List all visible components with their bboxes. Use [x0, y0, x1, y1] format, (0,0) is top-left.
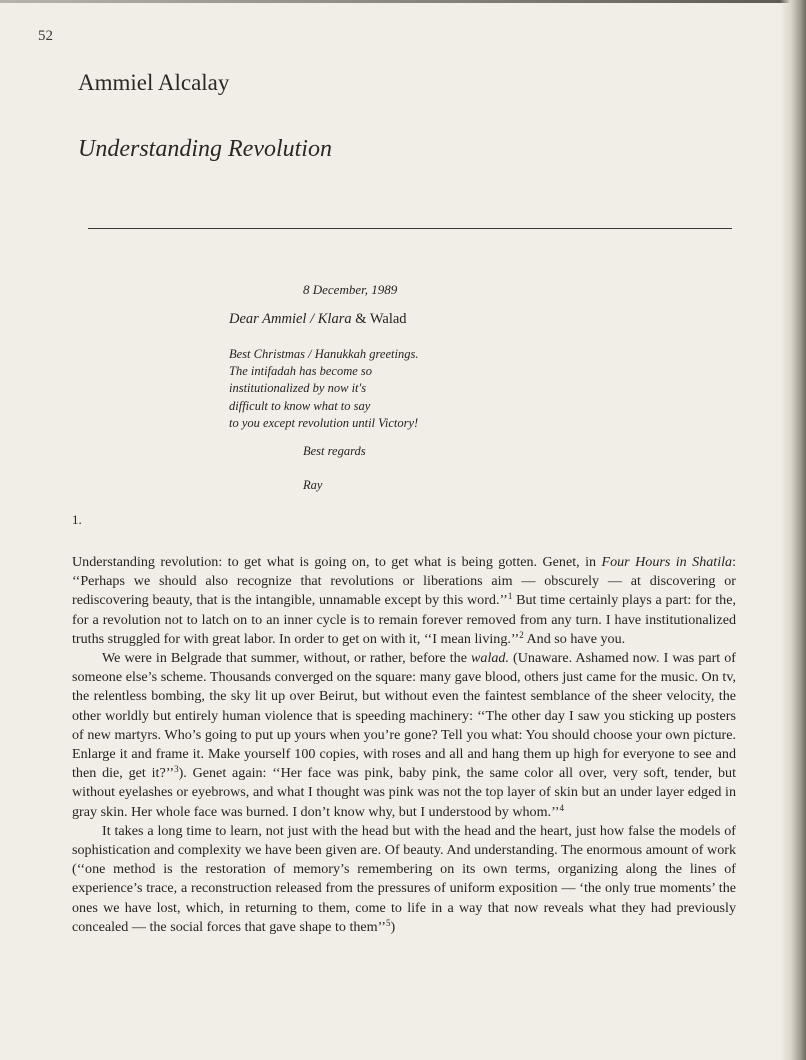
letter-line: to you except revolution until Victory!: [229, 415, 419, 430]
book-title-four-hours-in-shatila: Four Hours in Shatila: [601, 554, 733, 570]
salutation-walad: & Walad: [351, 311, 407, 327]
footnote-ref-1: 1: [507, 591, 513, 602]
letter-line: institutionalized by now it's: [229, 381, 367, 396]
essay-body: [72, 553, 736, 937]
p3-text-a: It takes a long time to learn, not just with the head but with the head and the heart, just how false the models of sophistication and complexity we have been given are. Of beauty. And understanding. The enormous amount of work (‘‘one method is the restoration of memory’s remembering on its own terms, organizing along the lines of experience’s trace, a reconstruction released from the pressures of uniform exposition — ‘the only true moments’ the ones we have lost, which, in returning to them, come to life in a way that now reveals what they had previously concealed — the social forces that gave shape to them’’: [72, 822, 736, 935]
p1-text-b: : ‘‘Perhaps we should also recognize that revolutions or liberations aim — obscurely — at discovering or rediscovering beauty, that is the intangible, unnamable except by this word.’’: [72, 554, 737, 609]
letter-closing: Best regards: [303, 444, 366, 458]
page-number: 52: [38, 28, 53, 44]
paragraph-1: [72, 553, 736, 649]
paragraph-2: [72, 649, 736, 822]
letter-salutation: [229, 311, 407, 328]
letter-line: difficult to know what to say: [229, 398, 371, 413]
salutation-dear: Dear Ammiel: [229, 311, 307, 327]
title-divider: [88, 228, 732, 229]
salutation-slash: /: [306, 311, 318, 327]
author-name: Ammiel Alcalay: [78, 70, 230, 95]
p2-text-a: We were in Belgrade that summer, without, or rather, before the: [102, 650, 472, 667]
section-number: 1.: [72, 512, 82, 527]
p1-text-a: Understanding revolution: to get what is going on, to get what is being gotten. Genet, in: [72, 554, 602, 570]
footnote-ref-5: 5: [385, 917, 391, 928]
walad-italic: walad.: [471, 650, 509, 667]
p2-text-c: ). Genet again: ‘‘Her face was pink, baby pink, the same color all over, very soft, tender, but without eyelashes or eyebrows, and what I thought was pink was not the top layer of skin but an under layer edged in gray skin. Her whole face was burned. I don’t know why, but I understood by whom.’’: [72, 765, 736, 820]
letter-date: 8 December, 1989: [303, 282, 398, 297]
scan-top-shadow: [0, 0, 806, 3]
salutation-klara: Klara: [317, 311, 352, 327]
footnote-ref-2: 2: [519, 629, 524, 640]
p1-text-c: But time certainly plays a part: for the, for a revolution not to latch on to an inner cycle is to remain forever removed from any turn. I have institutionalized truths struggled for with great labor. In order to get on with it, ‘‘I mean living.’’: [72, 592, 736, 647]
p1-text-d: And so have you.: [523, 630, 626, 647]
footnote-ref-4: 4: [559, 802, 564, 813]
letter-line: The intifadah has become so: [229, 364, 373, 379]
letter-body: [229, 346, 418, 432]
p3-text-b: ): [390, 918, 396, 935]
letter-signature: Ray: [303, 478, 323, 492]
page-gutter-shadow: [780, 0, 806, 1060]
p2-text-b: (Unaware. Ashamed now. I was part of someone else’s scheme. Thousands converged on the square: many gave blood, others just came for the music. On tv, the relentless bombing, the sky lit up over Beirut, but without even the faintest semblance of the sheer velocity, the other worldly but entirely human violence that is speeding machinery: ‘‘The other day I saw you sticking up posters of new martyrs. Who’s going to put up yours when you’re gone? Tell you what: You should choose your own picture. Enlarge it and frame it. Make yourself 100 copies, with roses and all and hang them up high for everyone to see and then die, get it?’’: [72, 650, 736, 782]
paragraph-3: [72, 822, 736, 937]
footnote-ref-3: 3: [174, 764, 179, 775]
letter-line: Best Christmas / Hanukkah greetings.: [229, 347, 419, 361]
article-title: Understanding Revolution: [78, 136, 332, 162]
